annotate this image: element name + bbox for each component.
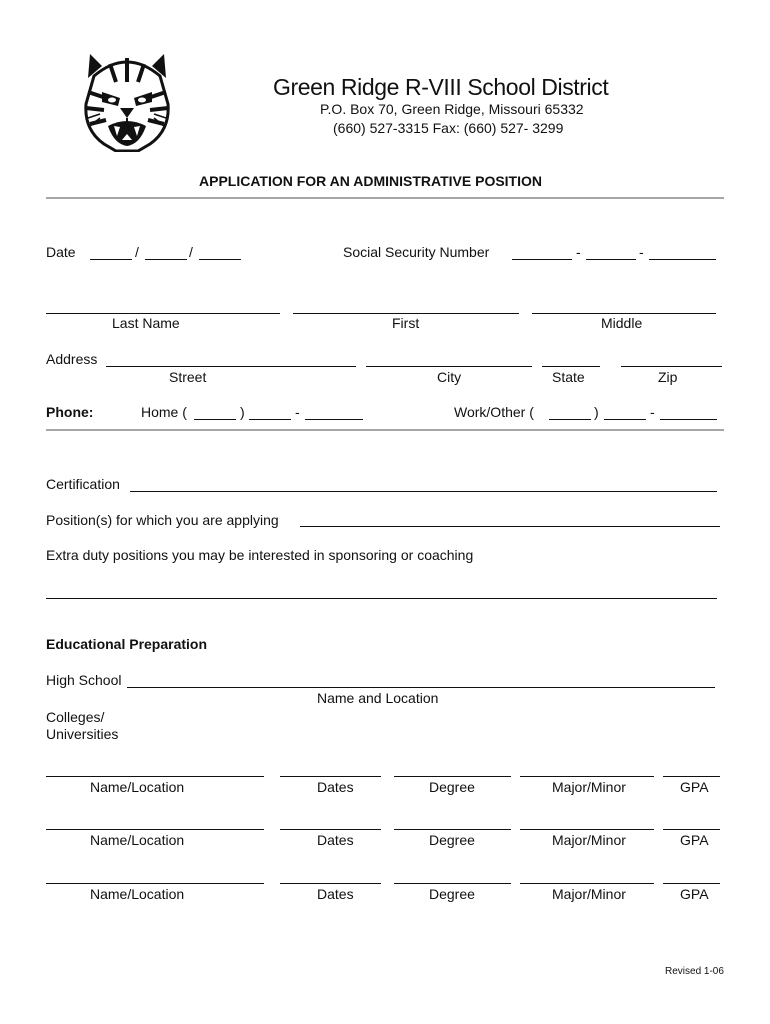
ssn-dash: - (639, 244, 644, 260)
date-month-field[interactable] (90, 259, 132, 260)
last-name-caption: Last Name (112, 315, 180, 331)
ssn-dash: - (576, 244, 581, 260)
phone-label: Phone: (46, 404, 94, 420)
first-name-field[interactable] (293, 313, 519, 314)
college-name-field[interactable] (46, 829, 264, 830)
middle-name-field[interactable] (532, 313, 716, 314)
college-major-caption: Major/Minor (552, 779, 626, 795)
extra-duty-label: Extra duty positions you may be interested in sponsoring or coaching (46, 547, 474, 563)
date-year-field[interactable] (199, 259, 241, 260)
home-paren-close: ) (240, 404, 245, 420)
work-area-code-field[interactable] (549, 419, 591, 420)
college-dates-field[interactable] (280, 776, 381, 777)
work-prefix-field[interactable] (604, 419, 646, 420)
college-dates-caption: Dates (317, 886, 354, 902)
ssn-part-3-field[interactable] (649, 259, 716, 260)
college-name-caption: Name/Location (90, 779, 185, 795)
ssn-part-2-field[interactable] (586, 259, 636, 260)
college-name-field[interactable] (46, 883, 264, 884)
work-phone-label: Work/Other ( (454, 404, 534, 420)
work-paren-close: ) (594, 404, 599, 420)
home-prefix-field[interactable] (249, 419, 291, 420)
street-field[interactable] (106, 366, 356, 367)
college-major-caption: Major/Minor (552, 832, 626, 848)
home-phone-label: Home ( (141, 404, 187, 420)
city-caption: City (437, 369, 462, 385)
last-name-field[interactable] (46, 313, 280, 314)
first-name-caption: First (392, 315, 420, 331)
college-dates-field[interactable] (280, 829, 381, 830)
college-degree-caption: Degree (429, 886, 475, 902)
header-divider (46, 197, 724, 199)
state-field[interactable] (542, 366, 600, 367)
date-slash: / (135, 244, 139, 260)
positions-label: Position(s) for which you are applying (46, 512, 279, 528)
district-logo (80, 52, 174, 152)
high-school-field[interactable] (127, 687, 715, 688)
work-dash: - (650, 404, 655, 420)
college-degree-field[interactable] (394, 829, 511, 830)
college-degree-field[interactable] (394, 776, 511, 777)
district-contact: (660) 527-3315 Fax: (660) 527- 3299 (333, 120, 564, 136)
college-gpa-field[interactable] (663, 883, 720, 884)
college-gpa-caption: GPA (680, 779, 709, 795)
college-major-field[interactable] (520, 829, 654, 830)
date-label: Date (46, 244, 76, 260)
name-and-location-caption: Name and Location (317, 690, 439, 706)
middle-name-caption: Middle (601, 315, 643, 331)
college-major-field[interactable] (520, 883, 654, 884)
high-school-label: High School (46, 672, 122, 688)
college-dates-field[interactable] (280, 883, 381, 884)
certification-label: Certification (46, 476, 120, 492)
city-field[interactable] (366, 366, 532, 367)
home-line-field[interactable] (305, 419, 363, 420)
college-name-caption: Name/Location (90, 886, 185, 902)
college-gpa-caption: GPA (680, 886, 709, 902)
district-name: Green Ridge R-VIII School District (273, 74, 609, 100)
college-gpa-field[interactable] (663, 776, 720, 777)
college-degree-field[interactable] (394, 883, 511, 884)
tiger-mascot-icon (80, 52, 174, 152)
college-degree-caption: Degree (429, 832, 475, 848)
personal-divider (46, 429, 724, 431)
work-line-field[interactable] (660, 419, 717, 420)
state-caption: State (552, 369, 585, 385)
revision-note: Revised 1-06 (665, 966, 724, 977)
street-caption: Street (169, 369, 207, 385)
date-day-field[interactable] (145, 259, 187, 260)
zip-caption: Zip (658, 369, 678, 385)
certification-field[interactable] (130, 491, 717, 492)
colleges-label: Universities (46, 726, 119, 742)
college-dates-caption: Dates (317, 779, 354, 795)
ssn-part-1-field[interactable] (512, 259, 572, 260)
extra-duty-field[interactable] (46, 598, 717, 599)
zip-field[interactable] (621, 366, 722, 367)
address-label: Address (46, 351, 98, 367)
form-title: APPLICATION FOR AN ADMINISTRATIVE POSITION (199, 173, 542, 189)
date-slash: / (189, 244, 193, 260)
college-dates-caption: Dates (317, 832, 354, 848)
college-gpa-caption: GPA (680, 832, 709, 848)
district-address: P.O. Box 70, Green Ridge, Missouri 65332 (320, 101, 584, 117)
college-gpa-field[interactable] (663, 829, 720, 830)
positions-field[interactable] (300, 526, 720, 527)
college-major-caption: Major/Minor (552, 886, 626, 902)
college-name-caption: Name/Location (90, 832, 185, 848)
home-area-code-field[interactable] (194, 419, 236, 420)
education-heading: Educational Preparation (46, 636, 208, 652)
college-name-field[interactable] (46, 776, 264, 777)
home-dash: - (295, 404, 300, 420)
colleges-label: Colleges/ (46, 709, 105, 725)
ssn-label: Social Security Number (343, 244, 490, 260)
college-degree-caption: Degree (429, 779, 475, 795)
college-major-field[interactable] (520, 776, 654, 777)
